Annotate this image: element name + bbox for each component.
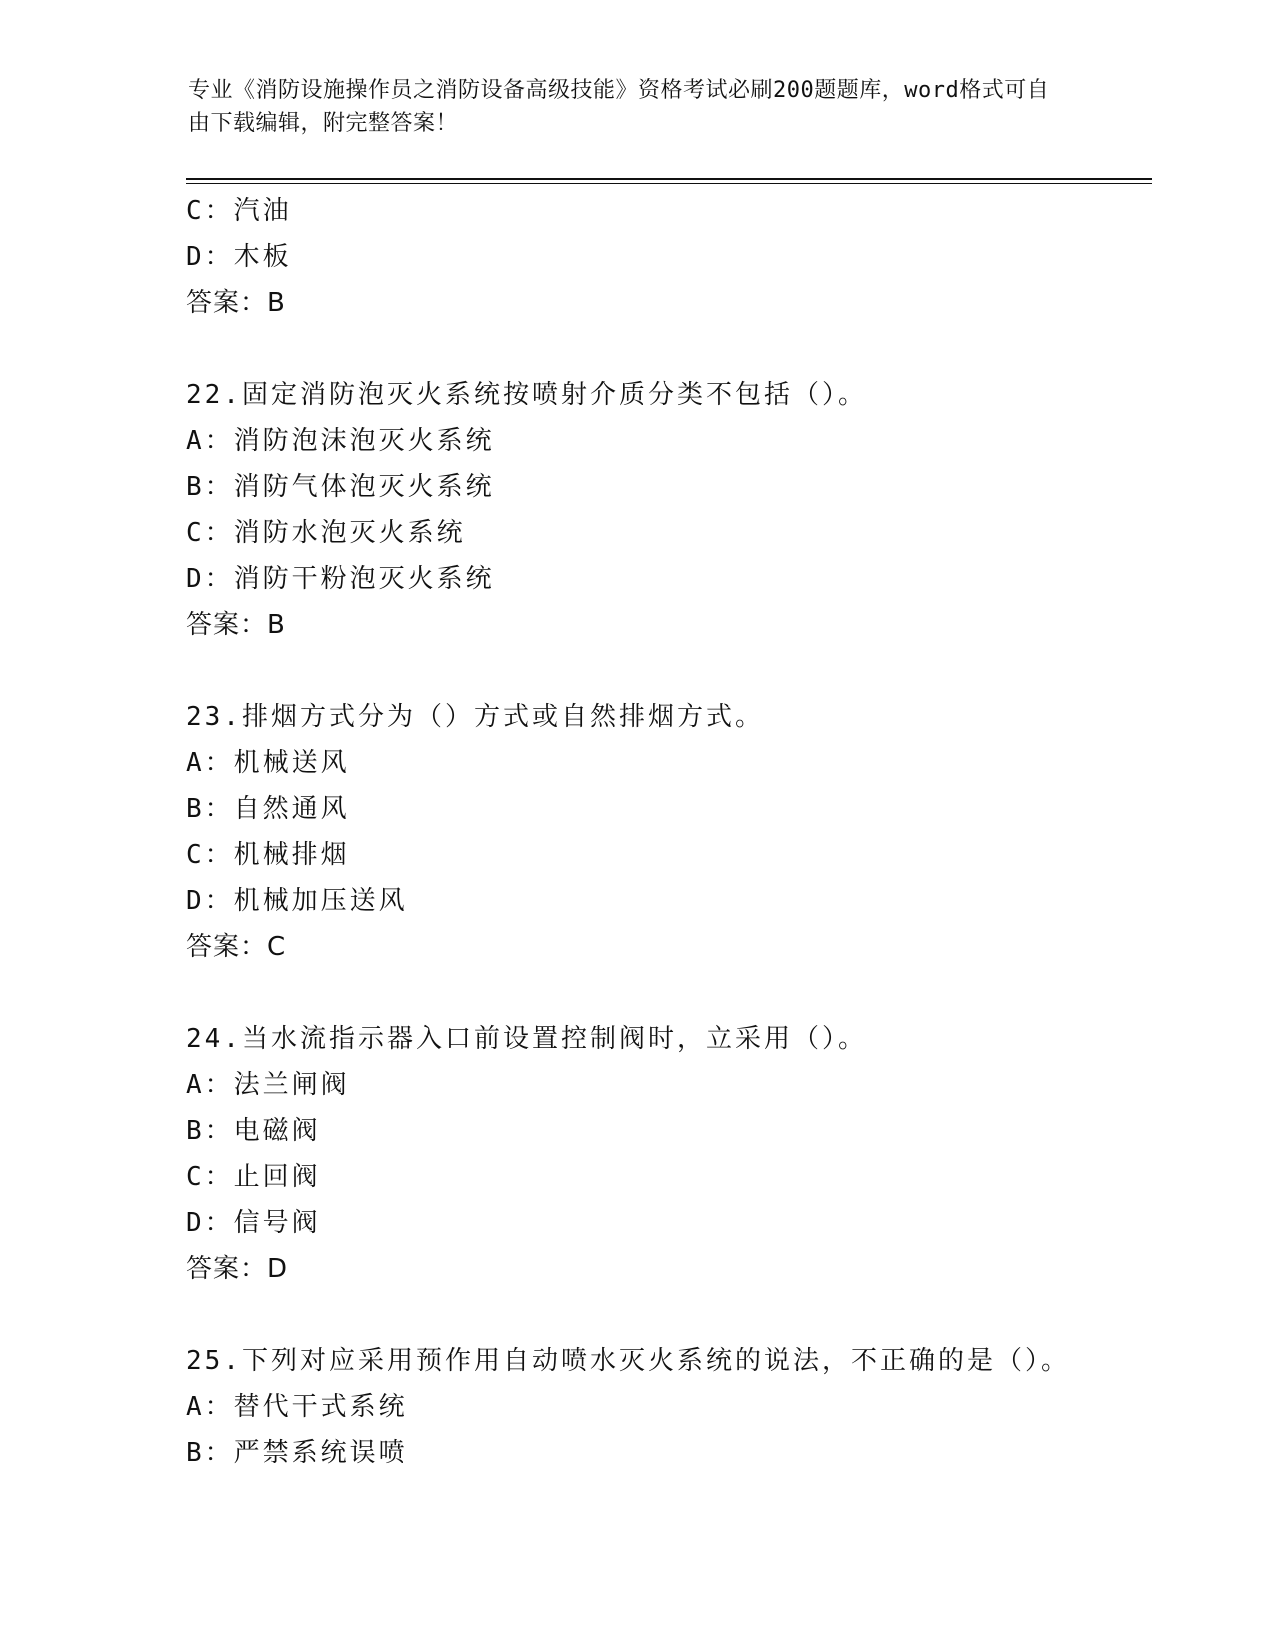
option-a: A：法兰闸阀 <box>186 1070 350 1100</box>
answer-line: 答案：B <box>186 610 286 640</box>
question-block-25 <box>186 1338 1146 1476</box>
option-d: D：消防干粉泡灭火系统 <box>186 564 495 594</box>
answer-line: 答案：C <box>186 932 287 962</box>
spacer <box>186 1292 1146 1338</box>
question-stem: 24.当水流指示器入口前设置控制阀时，立采用（）。 <box>186 1024 867 1054</box>
spacer <box>186 326 1146 372</box>
spacer <box>186 970 1146 1016</box>
question-stem: 22.固定消防泡灭火系统按喷射介质分类不包括（）。 <box>186 380 867 410</box>
header-rule-thick <box>186 178 1152 180</box>
option-c: C：消防水泡灭火系统 <box>186 518 466 548</box>
header-rule-thin <box>186 183 1152 184</box>
option-b: B：自然通风 <box>186 794 350 824</box>
question-block-22 <box>186 372 1146 648</box>
option-d: D：木板 <box>186 242 292 272</box>
spacer <box>186 648 1146 694</box>
option-b: B：消防气体泡灭火系统 <box>186 472 495 502</box>
question-stem: 23.排烟方式分为（）方式或自然排烟方式。 <box>186 702 764 732</box>
question-stem: 25.下列对应采用预作用自动喷水灭火系统的说法，不正确的是（）。 <box>186 1346 1070 1376</box>
option-d: D：信号阀 <box>186 1208 321 1238</box>
option-b: B：电磁阀 <box>186 1116 321 1146</box>
option-c: C：止回阀 <box>186 1162 321 1192</box>
answer-line: 答案：D <box>186 1254 289 1284</box>
option-b: B：严禁系统误喷 <box>186 1438 408 1468</box>
question-block-23 <box>186 694 1146 970</box>
option-a: A：机械送风 <box>186 748 350 778</box>
question-list <box>186 188 1146 1476</box>
option-c: C：机械排烟 <box>186 840 350 870</box>
answer-line: 答案：B <box>186 288 286 318</box>
option-d: D：机械加压送风 <box>186 886 408 916</box>
option-a: A：消防泡沫泡灭火系统 <box>186 426 495 456</box>
document-title: 专业《消防设施操作员之消防设备高级技能》资格考试必刷200题题库，word格式可自由下载编辑，附完整答案！ <box>188 78 1050 136</box>
partial-question-block <box>186 188 1146 326</box>
option-a: A：替代干式系统 <box>186 1392 408 1422</box>
option-c: C：汽油 <box>186 196 292 226</box>
question-block-24 <box>186 1016 1146 1292</box>
